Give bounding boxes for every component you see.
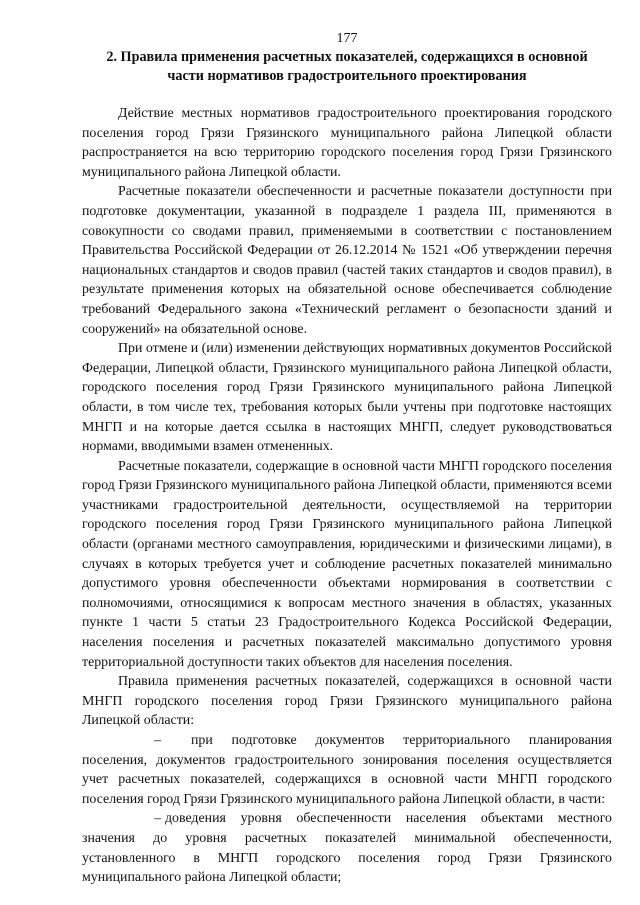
- section-title-line-2: части нормативов градостроительного проектирования: [167, 68, 527, 84]
- paragraph-cancellation: При отмене и (или) изменении действующих нормативных документов Российской Федерации, Липецкой области, Грязинского муниципального района Липецкой области, городского поселения город Грязи Грязинского муниципального района Липецкой области, в том числе тех, требования которых были учтены при подготовке настоящих МНГП и на которые дается ссылка в настоящих МНГП, следует руководствоваться нормами, вводимыми взамен отмененных.: [82, 341, 612, 455]
- list-item: [82, 731, 612, 809]
- paragraph-indicators-application: Расчетные показатели обеспеченности и расчетные показатели доступности при подготовке документации, указанной в подразделе 1 раздела III, применяются в совокупности со сводами правил, применяемыми в соответствии с постановлением Правительства Российской Федерации от 26.12.2014 № 1521 «Об утверждении перечня национальных стандартов и сводов правил (частей таких стандартов и сводов правил), в результате применения которых на обязательной основе обеспечивается соблюдение требований Федерального закона «Технический регламент о безопасности зданий и сооружений» на обязательной основе.: [82, 184, 612, 337]
- page-number: 177: [336, 31, 358, 46]
- dash-marker: –: [154, 733, 161, 748]
- section-title: [82, 48, 612, 86]
- list-item-text: при подготовке документов территориального планирования поселения, документов градостроительного зонирования поселения осуществляется учет расчетных показателей, содержащихся в основной части МНГП городского поселения город Грязи Грязинского муниципального района Липецкой области, в части:: [82, 733, 612, 807]
- dash-marker: –: [154, 811, 161, 827]
- body-text: [82, 104, 612, 888]
- list-item-text: доведения уровня обеспеченности населения объектами местного значения до уровня расчетных показателей минимальной обеспеченности, установленного в МНГП городского поселения город Грязи Грязинского муниципального района Липецкой области;: [82, 811, 612, 886]
- paragraph-participants: Расчетные показатели, содержащие в основной части МНГП городского поселения город Грязи Грязинского муниципального района Липецкой области, применяются всеми участниками градостроительной деятельности, осуществляемой на территории городского поселения город Грязи Грязинского муниципального района Липецкой области (органами местного самоуправления, юридическими и физическими лицами), в случаях в которых требуется учет и соблюдение расчетных показателей минимально допустимого уровня обеспеченности объектами нормирования в соответствии с полномочиями, относящимися к вопросам местного значения в областях, указанных пункте 1 части 5 статьи 23 Градостроительного Кодекса Российской Федерации, населения поселения и расчетных показателей максимально допустимого уровня территориальной доступности таких объектов для населения поселения.: [82, 458, 612, 670]
- paragraph-scope: Действие местных нормативов градостроительного проектирования городского поселения город Грязи Грязинского муниципального района Липецкой области распространяется на всю территорию городского поселения город Грязи Грязинского муниципального района Липецкой области.: [82, 106, 612, 180]
- list-item: [82, 809, 612, 887]
- section-title-line-1: 2. Правила применения расчетных показателей, содержащихся в основной: [106, 49, 588, 65]
- paragraph-rules-intro: Правила применения расчетных показателей, содержащихся в основной части МНГП городского поселения город Грязи Грязинского муниципального района Липецкой области:: [82, 674, 612, 729]
